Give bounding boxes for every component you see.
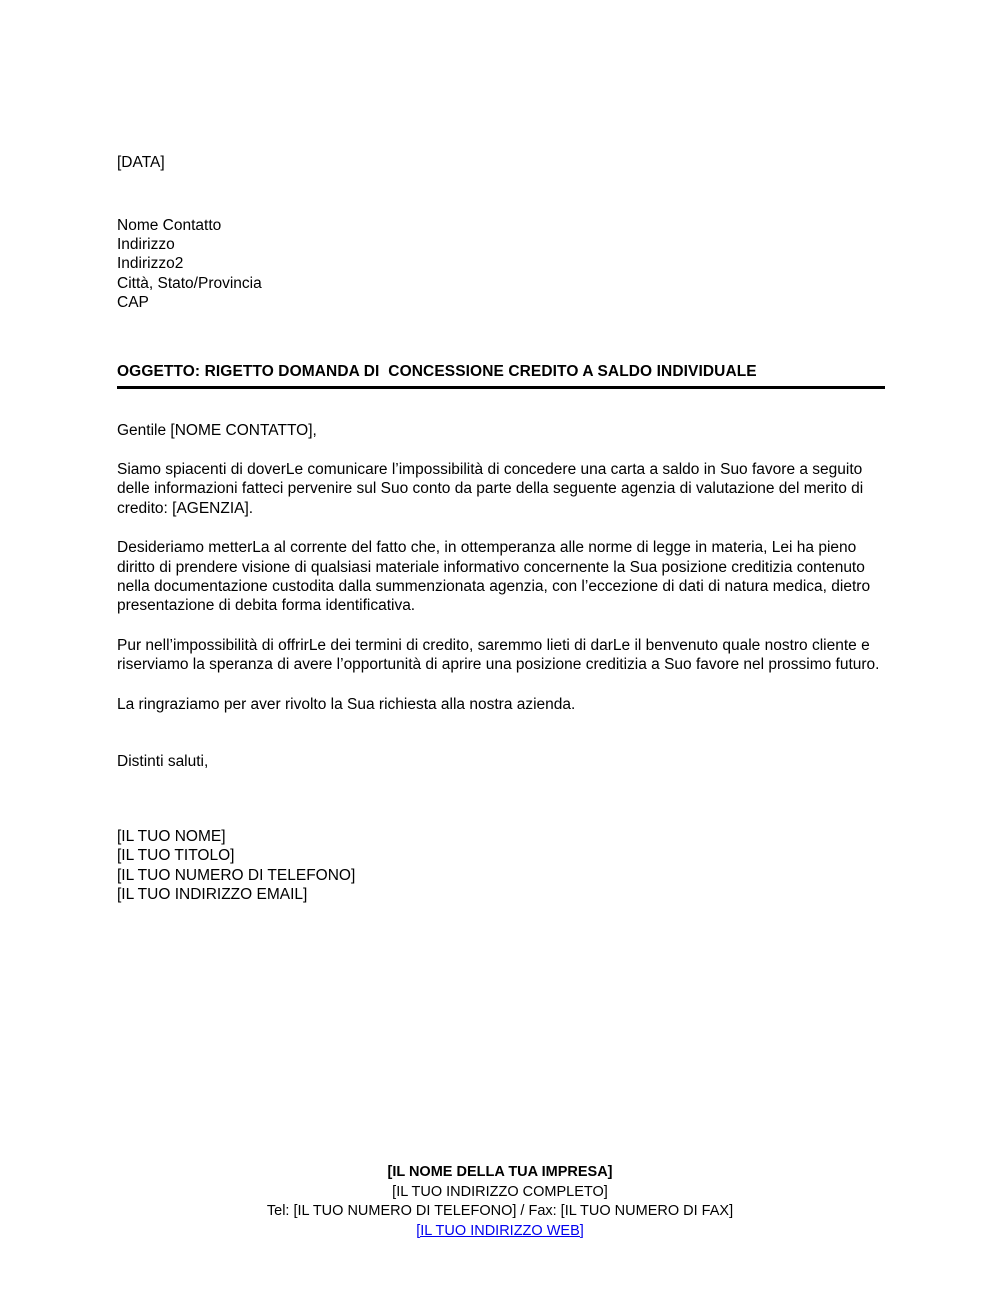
recipient-city-state: Città, Stato/Provincia — [117, 274, 262, 292]
signature-phone: [IL TUO NUMERO DI TELEFONO] — [117, 866, 356, 884]
date-placeholder: [DATA] — [117, 154, 165, 171]
body-paragraph-1: Siamo spiacenti di doverLe comunicare l’impossibilità di concedere una carta a saldo in Suo favore a seguito delle informazioni fatteci pervenire sul Suo conto da parte della seguente agenzia di valutazione del merito di credito: [AGENZIA]. — [117, 461, 864, 517]
footer-company-name: [IL NOME DELLA TUA IMPRESA] — [387, 1164, 613, 1180]
body-paragraph-4: La ringraziamo per aver rivolto la Sua richiesta alla nostra azienda. — [117, 695, 576, 713]
recipient-postal-code: CAP — [117, 293, 149, 311]
subject-line: OGGETTO: RIGETTO DOMANDA DI CONCESSIONE CREDITO A SALDO INDIVIDUALE — [117, 363, 757, 381]
salutation: Gentile [NOME CONTATTO], — [117, 422, 317, 440]
recipient-address-block — [117, 216, 885, 312]
signature-email: [IL TUO INDIRIZZO EMAIL] — [117, 886, 308, 904]
subject-section — [117, 362, 885, 389]
recipient-name: Nome Contatto — [117, 217, 222, 234]
recipient-address-1: Indirizzo — [117, 236, 175, 254]
body-paragraph-2: Desideriamo metterLa al corrente del fatto che, in ottemperanza alle norme di legge in materia, Lei ha pieno diritto di prendere visione di qualsiasi materiale informativo concernente la Sua posizione creditizia contenuto nella documentazione custodita dalla summenzionata agenzia, con l’eccezione di dati di natura medica, dietro presentazione di debita forma identificativa. — [117, 539, 871, 615]
closing-salutation: Distinti saluti, — [117, 753, 209, 771]
body-paragraph-3: Pur nell’impossibilità di offrirLe dei termini di credito, saremmo lieti di darLe il benvenuto quale nostro cliente e riserviamo la speranza di avere l’opportunità di aprire una posizione creditizia a Suo favore nel prossimo futuro. — [117, 636, 880, 674]
footer-website-link[interactable]: [IL TUO INDIRIZZO WEB] — [416, 1222, 584, 1239]
page-footer — [0, 1163, 1000, 1241]
footer-contact: Tel: [IL TUO NUMERO DI TELEFONO] / Fax: [IL TUO NUMERO DI FAX] — [266, 1203, 734, 1219]
signature-name: [IL TUO NOME] — [117, 828, 226, 846]
recipient-address-2: Indirizzo2 — [117, 255, 184, 273]
subject-divider — [117, 386, 885, 389]
signature-block — [117, 827, 885, 905]
footer-address: [IL TUO INDIRIZZO COMPLETO] — [392, 1183, 608, 1200]
signature-title: [IL TUO TITOLO] — [117, 847, 235, 865]
letter-body — [117, 0, 885, 905]
